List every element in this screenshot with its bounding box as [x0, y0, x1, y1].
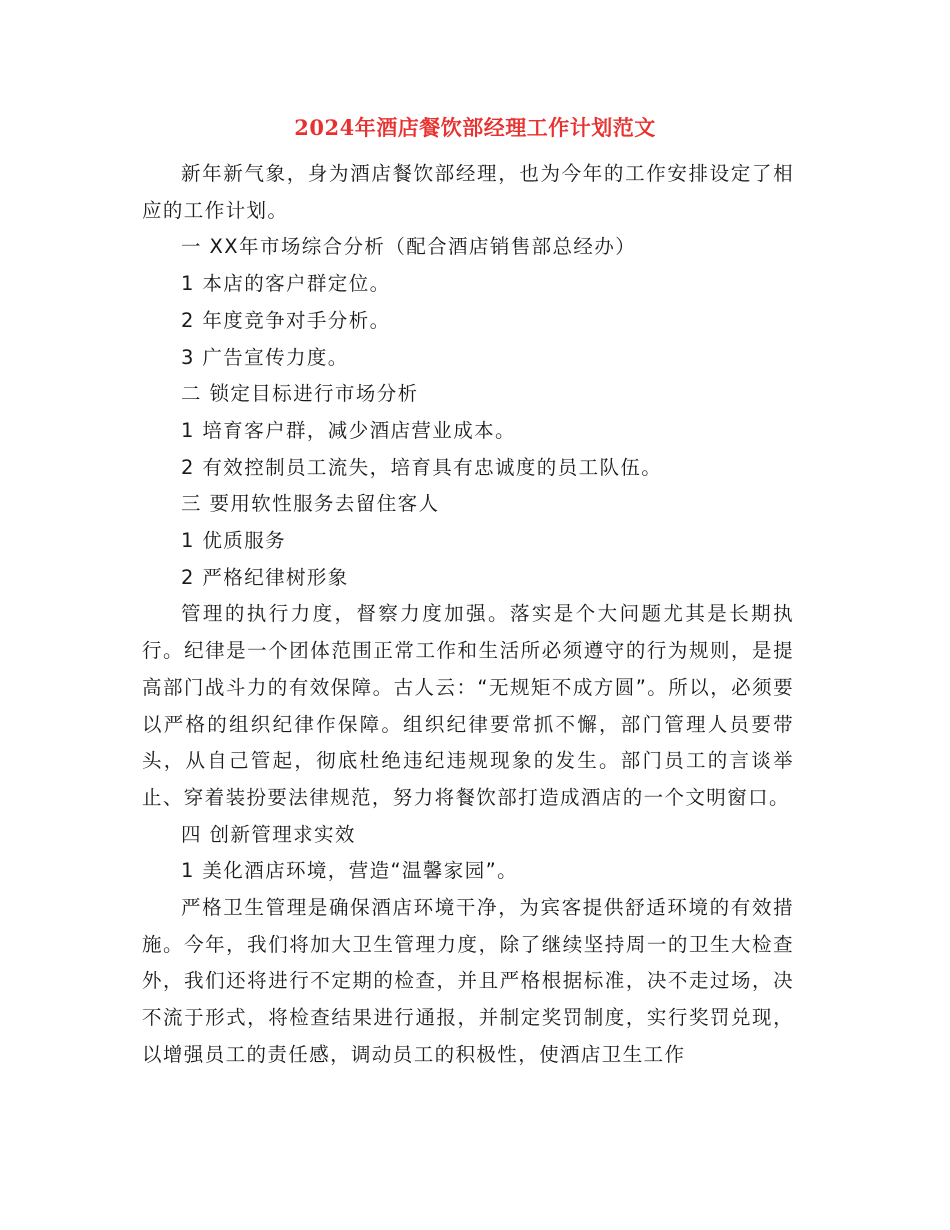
- section-heading-3: 三 要用软性服务去留住客人: [181, 492, 440, 516]
- section-heading-2: 二 锁定目标进行市场分析: [181, 382, 419, 406]
- list-item: 2 年度竞争对手分析。: [181, 308, 391, 332]
- list-item: 2 严格纪律树形象: [181, 565, 349, 589]
- paragraph-discipline: 管理的执行力度，督察力度加强。落实是个大问题尤其是长期执行。纪律是一个团体范围正常工作和生活所必须遵守的行为规则，是提高部门战斗力的有效保障。古人云：“无规矩不成方圆”。所以，必须要以严格的组织纪律作保障。组织纪律要常抓不懈，部门管理人员要带头，从自己管起，彻底杜绝违纪违规现象的发生。部门员工的言谈举止、穿着装扮要法律规范，努力将餐饮部打造成酒店的一个文明窗口。: [142, 602, 794, 809]
- document-title: 2024年酒店餐饮部经理工作计划范文: [294, 115, 656, 140]
- section-heading-1: 一 XX年市场综合分析（配合酒店销售部总经办）: [181, 235, 637, 259]
- list-item: 1 美化酒店环境，营造“温馨家园”。: [181, 859, 519, 883]
- document-body: [142, 156, 794, 1074]
- list-item: 1 本店的客户群定位。: [181, 272, 391, 296]
- list-item: 1 优质服务: [181, 529, 287, 553]
- list-item: 2 有效控制员工流失，培育具有忠诚度的员工队伍。: [181, 455, 663, 479]
- paragraph-intro: 新年新气象，身为酒店餐饮部经理，也为今年的工作安排设定了相应的工作计划。: [142, 162, 794, 222]
- list-item: 3 广告宣传力度。: [181, 345, 349, 369]
- paragraph-hygiene: 严格卫生管理是确保酒店环境干净，为宾客提供舒适环境的有效措施。今年，我们将加大卫生管理力度，除了继续坚持周一的卫生大检查外，我们还将进行不定期的检查，并且严格根据标准，决不走过场，决不流于形式，将检查结果进行通报，并制定奖罚制度，实行奖罚兑现，以增强员工的责任感，调动员工的积极性，使酒店卫生工作: [142, 896, 794, 1066]
- list-item: 1 培育客户群，减少酒店营业成本。: [181, 418, 516, 442]
- section-heading-4: 四 创新管理求实效: [181, 822, 356, 846]
